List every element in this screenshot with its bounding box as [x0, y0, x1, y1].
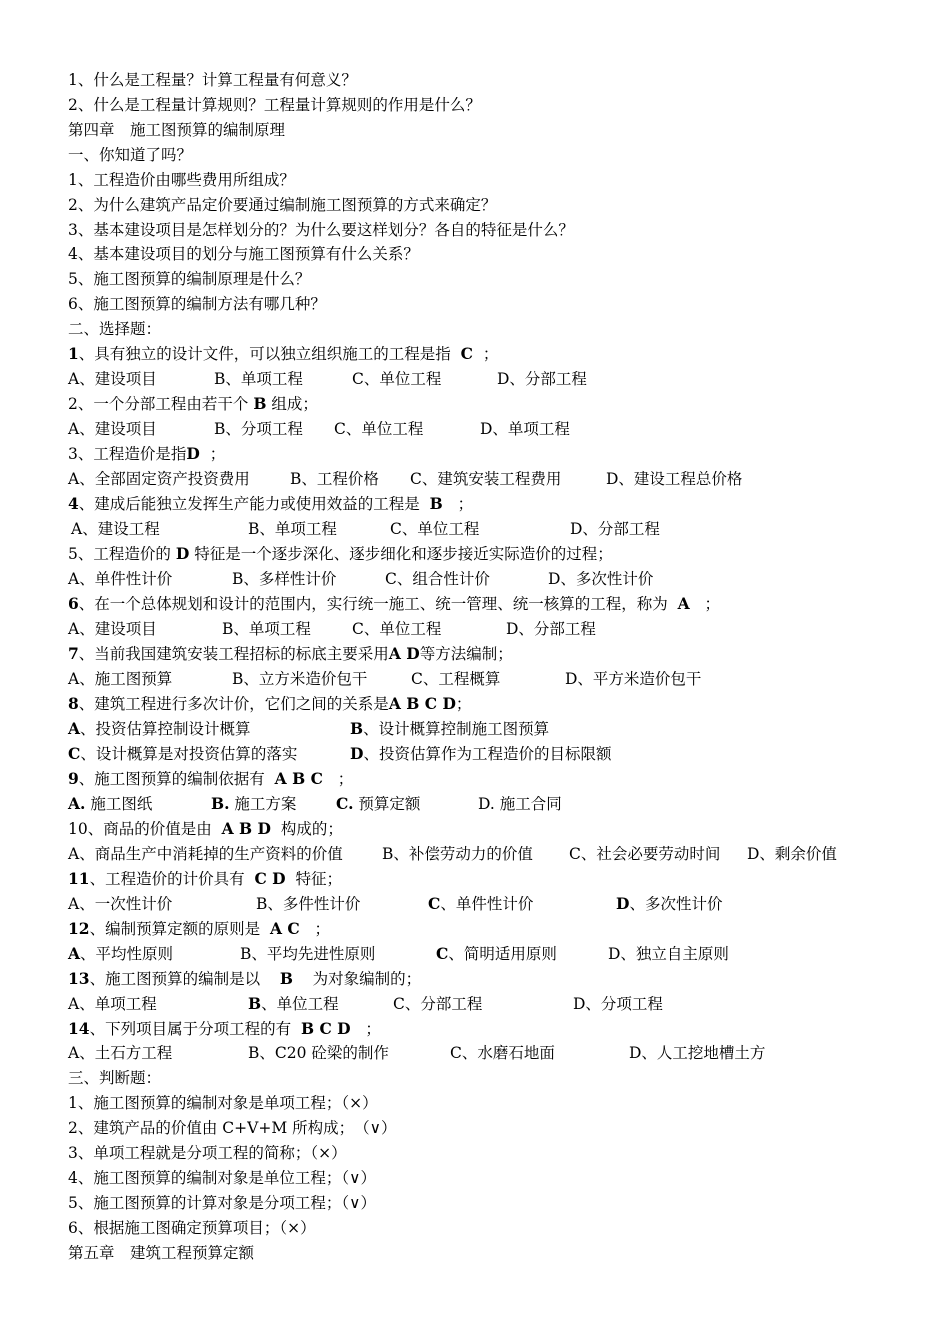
choice-question: 8、建筑工程进行多次计价，它们之间的关系是A B C D；	[68, 694, 472, 713]
judgment-item: 1、施工图预算的编制对象是单项工程；（×）	[68, 1094, 378, 1112]
option: B、分项工程	[214, 420, 303, 438]
option: C、组合性计价	[385, 570, 490, 588]
option: B、C20 砼梁的制作	[248, 1044, 389, 1062]
section-heading: 二、选择题：	[68, 320, 162, 338]
option: B、补偿劳动力的价值	[382, 845, 533, 863]
option: A、施工图预算	[68, 670, 173, 688]
option: B、多件性计价	[256, 895, 361, 913]
option: A、建设项目	[68, 370, 157, 388]
section-heading: 一、你知道了吗？	[68, 146, 193, 164]
chapter-heading: 第五章 建筑工程预算定额	[68, 1244, 255, 1262]
option: D、分项工程	[573, 995, 663, 1013]
choice-question: 14、下列项目属于分项工程的有 B C D ；	[68, 1019, 381, 1038]
question-line: 6、施工图预算的编制方法有哪几种？	[68, 295, 326, 313]
choice-question: 4、建成后能独立发挥生产能力或使用效益的工程是 B ；	[68, 494, 474, 513]
question-line: 2、为什么建筑产品定价要通过编制施工图预算的方式来确定？	[68, 196, 497, 214]
option: C. 预算定额	[336, 794, 421, 813]
option: B、多样性计价	[232, 570, 337, 588]
option: A、平均性原则	[68, 944, 174, 963]
question-line: 3、基本建设项目是怎样划分的？为什么要这样划分？各自的特征是什么？	[68, 221, 574, 239]
judgment-item: 6、根据施工图确定预算项目；（×）	[68, 1219, 316, 1237]
option: B、平均先进性原则	[240, 945, 376, 963]
option: B、设计概算控制施工图预算	[350, 719, 550, 738]
choice-question: 12、编制预算定额的原则是 A C ；	[68, 919, 331, 938]
option: D、独立自主原则	[608, 945, 729, 963]
judgment-item: 4、施工图预算的编制对象是单位工程；（∨）	[68, 1169, 376, 1187]
option: C、单位工程	[352, 620, 442, 638]
option: D、平方米造价包干	[565, 670, 702, 688]
option: A、投资估算控制设计概算	[68, 719, 251, 738]
option: C、简明适用原则	[436, 944, 557, 963]
option: C、水磨石地面	[450, 1044, 555, 1062]
option: A、建设项目	[68, 620, 157, 638]
option: B、单位工程	[248, 994, 339, 1013]
option: B、工程价格	[290, 470, 379, 488]
option: D、多次性计价	[548, 570, 654, 588]
option: D、分部工程	[497, 370, 587, 388]
judgment-item: 2、建筑产品的价值由 C+V+M 所构成； （∨）	[68, 1119, 397, 1137]
choice-question: 2、一个分部工程由若干个 B 组成；	[68, 394, 318, 413]
option: A、单项工程	[68, 995, 157, 1013]
option: C、工程概算	[411, 670, 501, 688]
choice-question: 10、商品的价值是由 A B D 构成的；	[68, 819, 343, 838]
option: A、全部固定资产投资费用	[68, 470, 250, 488]
option: D、多次性计价	[616, 894, 723, 913]
option: C、建筑安装工程费用	[410, 470, 562, 488]
option: A、商品生产中消耗掉的生产资料的价值	[68, 845, 343, 863]
option: C、单位工程	[390, 520, 480, 538]
choice-question: 13、施工图预算的编制是以 B 为对象编制的；	[68, 969, 422, 988]
choice-question: 3、工程造价是指D ；	[68, 444, 226, 463]
question-line: 2、什么是工程量计算规则？工程量计算规则的作用是什么？	[68, 96, 481, 114]
option: A、单件性计价	[68, 570, 173, 588]
option: C、单位工程	[334, 420, 424, 438]
judgment-item: 3、单项工程就是分项工程的简称；（×）	[68, 1144, 347, 1162]
choice-question: 6、在一个总体规划和设计的范围内，实行统一施工、统一管理、统一核算的工程，称为 A ；	[68, 594, 720, 613]
option: D、分部工程	[570, 520, 660, 538]
option: C、单件性计价	[428, 894, 534, 913]
judgment-item: 5、施工图预算的计算对象是分项工程；（∨）	[68, 1194, 376, 1212]
question-line: 4、基本建设项目的划分与施工图预算有什么关系？	[68, 245, 419, 263]
choice-question: 11、工程造价的计价具有 C D 特征；	[68, 869, 343, 888]
option: D、剩余价值	[747, 845, 837, 863]
option: B、单项工程	[214, 370, 303, 388]
choice-question: 5、工程造价的 D 特征是一个逐步深化、逐步细化和逐步接近实际造价的过程；	[68, 544, 613, 563]
option: D、建设工程总价格	[606, 470, 743, 488]
option: D、单项工程	[480, 420, 570, 438]
question-line: 1、什么是工程量？计算工程量有何意义？	[68, 71, 357, 89]
chapter-heading: 第四章 施工图预算的编制原理	[68, 121, 286, 139]
option: D、投资估算作为工程造价的目标限额	[350, 744, 612, 763]
option: C、社会必要劳动时间	[569, 845, 721, 863]
option: B. 施工方案	[211, 794, 297, 813]
option: A、建设项目	[68, 420, 157, 438]
option: C、设计概算是对投资估算的落实	[68, 744, 298, 763]
option: A、建设工程	[71, 520, 160, 538]
option: D、分部工程	[506, 620, 596, 638]
option: B、立方米造价包干	[232, 670, 368, 688]
question-line: 5、施工图预算的编制原理是什么？	[68, 270, 311, 288]
choice-question: 1、具有独立的设计文件，可以独立组织施工的工程是指 C ；	[68, 344, 499, 363]
option: B、单项工程	[222, 620, 311, 638]
option: A、一次性计价	[68, 895, 173, 913]
choice-question: 7、当前我国建筑安装工程招标的标底主要采用A D等方法编制；	[68, 644, 513, 663]
option: D. 施工合同	[478, 795, 562, 813]
option: C、单位工程	[352, 370, 442, 388]
option: A、土石方工程	[68, 1044, 173, 1062]
section-heading: 三、判断题：	[68, 1069, 162, 1087]
choice-question: 9、施工图预算的编制依据有 A B C ；	[68, 769, 354, 788]
option: A. 施工图纸	[68, 794, 153, 813]
option: B、单项工程	[248, 520, 337, 538]
option: D、人工挖地槽土方	[629, 1044, 766, 1062]
option: C、分部工程	[393, 995, 483, 1013]
question-line: 1、工程造价由哪些费用所组成？	[68, 171, 295, 189]
